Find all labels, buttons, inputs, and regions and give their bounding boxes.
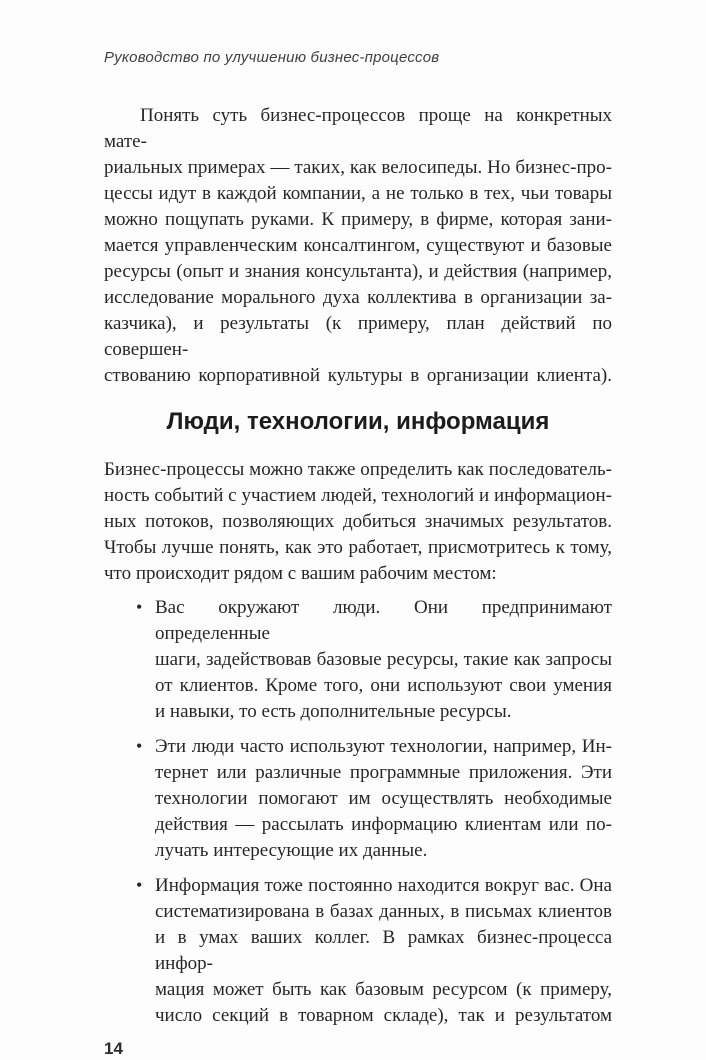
bullet-icon: •: [136, 597, 143, 617]
section-lead-paragraph: Бизнес-процессы можно также определить как последователь- ность событий с участием людей, технологий и информацион- ных потоков, позволяющих добиться значимых результатов. Чтобы лучше понять, как это работает, присмотритесь к тому, что происходит рядом с вашим рабочим местом:: [104, 459, 612, 584]
list-item-text: Вас окружают люди. Они предпринимают определенные шаги, задействовав базовые ресурсы, такие как запросы от клиентов. Кроме того, они используют свои умения и навыки, то есть дополнительные ресурсы.: [155, 597, 612, 722]
section-heading: Люди, технологии, информация: [166, 408, 550, 435]
list-item: [104, 734, 612, 864]
list-item: [104, 595, 612, 725]
list-item-text: Эти люди часто используют технологии, например, Ин- тернет или различные программные приложения. Эти технологии помогают им осуществлять необходимые действия — рассылать информацию клиентам или по- лучать интересующие их данные.: [155, 736, 612, 861]
bullet-icon: •: [136, 736, 143, 756]
list-item-text: Информация тоже постоянно находится вокруг вас. Она систематизирована в базах данных, в письмах клиентов и в умах ваших коллег. В рамках бизнес-процесса инфор- мация может быть как базовым ресурсом (к примеру, число секций в товарном складе), так и результатом: [155, 875, 612, 1026]
intro-paragraph: Понять суть бизнес-процессов проще на конкретных мате- риальных примерах — таких, как велосипеды. Но бизнес-про- цессы идут в каждой компании, а не только в тех, чьи товары можно пощупать руками. К примеру, в фирме, которая зани- мается управленческим консалтингом, существуют и базовые ресурсы (опыт и знания консультанта), и действия (например, исследование морального духа коллектива в организации за- казчика), и результаты (к примеру, план действий по совершен- ствованию корпоративной культуры в организации клиента).: [104, 105, 612, 386]
running-header: Руководство по улучшению бизнес-процессов: [104, 49, 440, 66]
page-number: 14: [104, 1039, 123, 1058]
bullet-list: [104, 595, 612, 1029]
bullet-icon: •: [136, 875, 143, 895]
list-item: [104, 873, 612, 1029]
